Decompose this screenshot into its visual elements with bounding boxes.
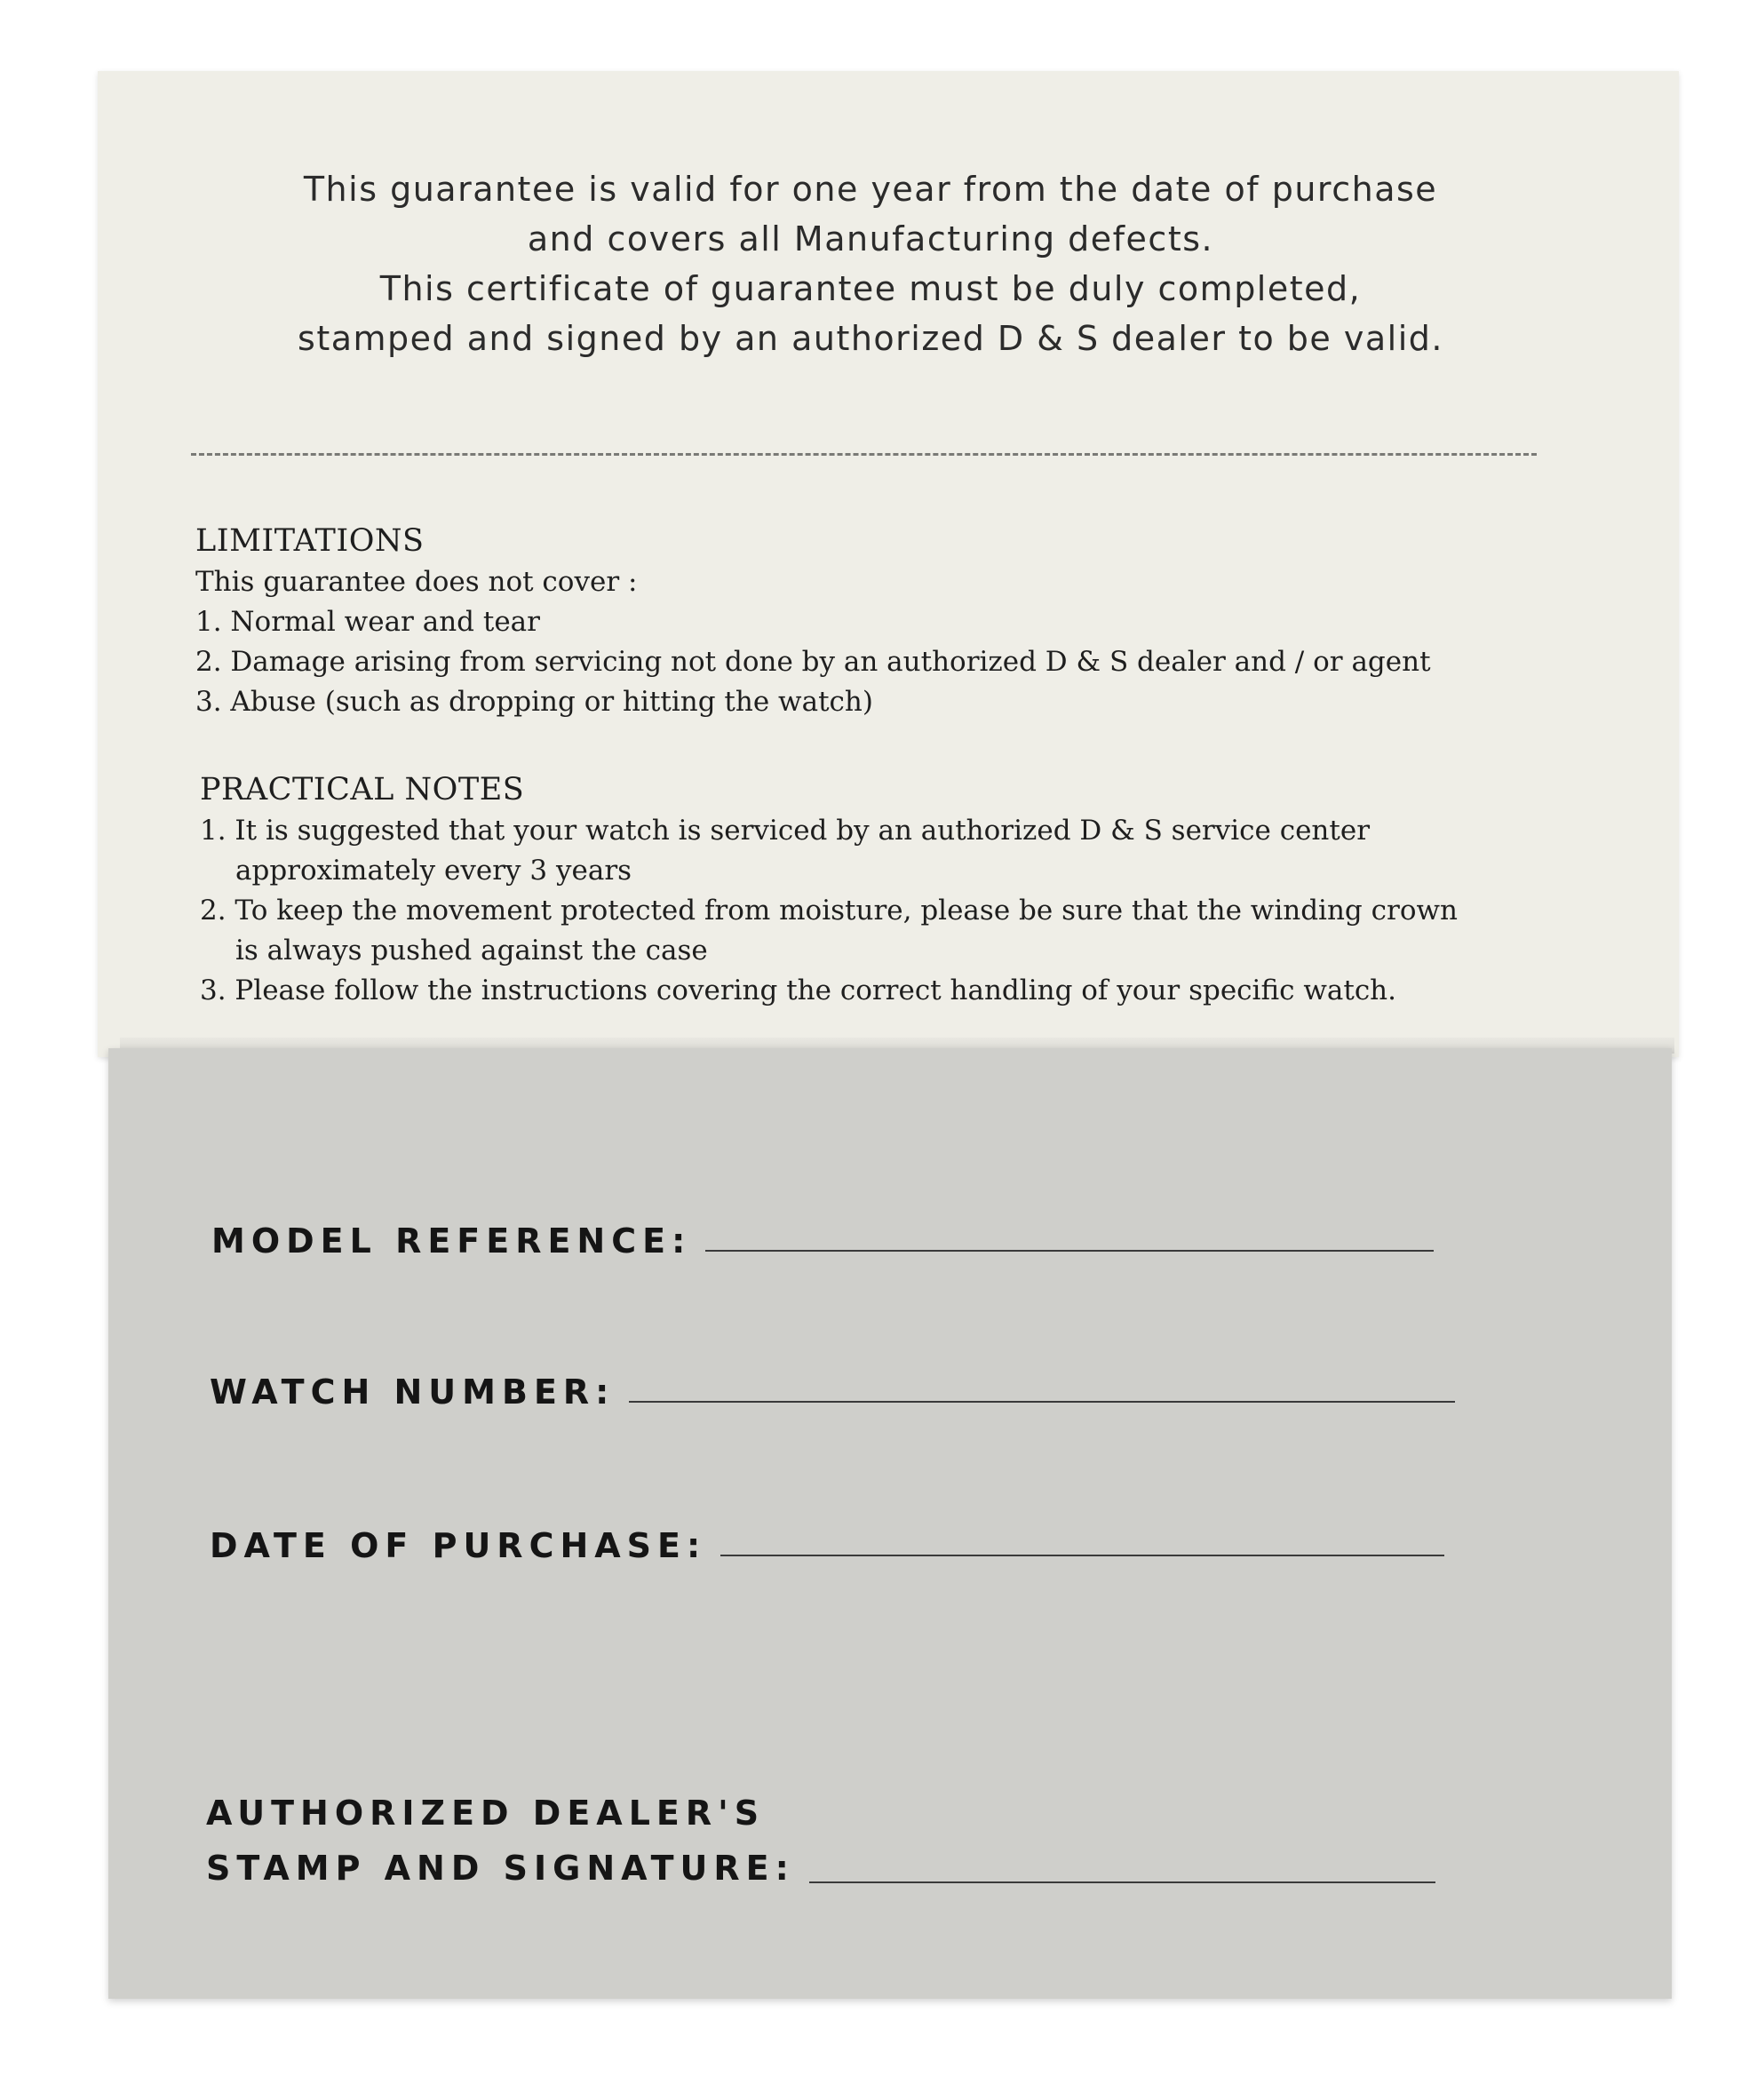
list-item: 1. It is suggested that your watch is serviced by an authorized D & S service center [200, 815, 1371, 847]
dealer-label-first: AUTHORIZED DEALER'S [206, 1794, 766, 1833]
practical-notes-heading: PRACTICAL NOTES [200, 772, 525, 807]
list-item: 3. Abuse (such as dropping or hitting the watch) [195, 686, 873, 718]
list-item-continuation: approximately every 3 years [235, 855, 632, 887]
limitations-heading: LIMITATIONS [195, 523, 425, 559]
list-item: 3. Please follow the instructions covering the correct handling of your specific watch. [200, 974, 1397, 1006]
dashed-divider [191, 453, 1537, 456]
model-reference-label: MODEL REFERENCE: [211, 1221, 692, 1261]
guarantee-statement [204, 164, 1537, 363]
dealer-label-line1 [206, 1786, 1435, 1841]
list-item: 1. Normal wear and tear [195, 606, 540, 638]
watch-number-field[interactable] [210, 1372, 1455, 1412]
guarantee-line: and covers all Manufacturing defects. [527, 219, 1214, 259]
model-reference-field[interactable] [211, 1221, 1434, 1261]
limitations-intro: This guarantee does not cover : [195, 566, 638, 598]
date-of-purchase-field[interactable] [210, 1526, 1444, 1565]
guarantee-line: stamped and signed by an authorized D & S dealer to be valid. [298, 319, 1443, 358]
watch-number-label: WATCH NUMBER: [210, 1372, 616, 1412]
model-reference-line[interactable] [705, 1250, 1434, 1252]
watch-number-line[interactable] [629, 1401, 1455, 1403]
list-item: 2. Damage arising from servicing not done by an authorized D & S dealer and / or agent [195, 646, 1431, 678]
dealer-signature-line[interactable] [809, 1881, 1435, 1883]
dealer-label-line2 [206, 1841, 1435, 1896]
list-item: 2. To keep the movement protected from moisture, please be sure that the winding crown [200, 895, 1458, 927]
date-of-purchase-line[interactable] [720, 1555, 1444, 1556]
list-item-continuation: is always pushed against the case [235, 935, 708, 966]
date-of-purchase-label: DATE OF PURCHASE: [210, 1526, 707, 1565]
dealer-label-second: STAMP AND SIGNATURE: [206, 1849, 795, 1888]
guarantee-line: This certificate of guarantee must be duly completed, [379, 269, 1362, 308]
dealer-signature-field[interactable] [206, 1786, 1435, 1896]
practical-notes-section [200, 768, 1458, 1011]
guarantee-line: This guarantee is valid for one year from the date of purchase [303, 170, 1438, 209]
limitations-section [195, 520, 1431, 722]
